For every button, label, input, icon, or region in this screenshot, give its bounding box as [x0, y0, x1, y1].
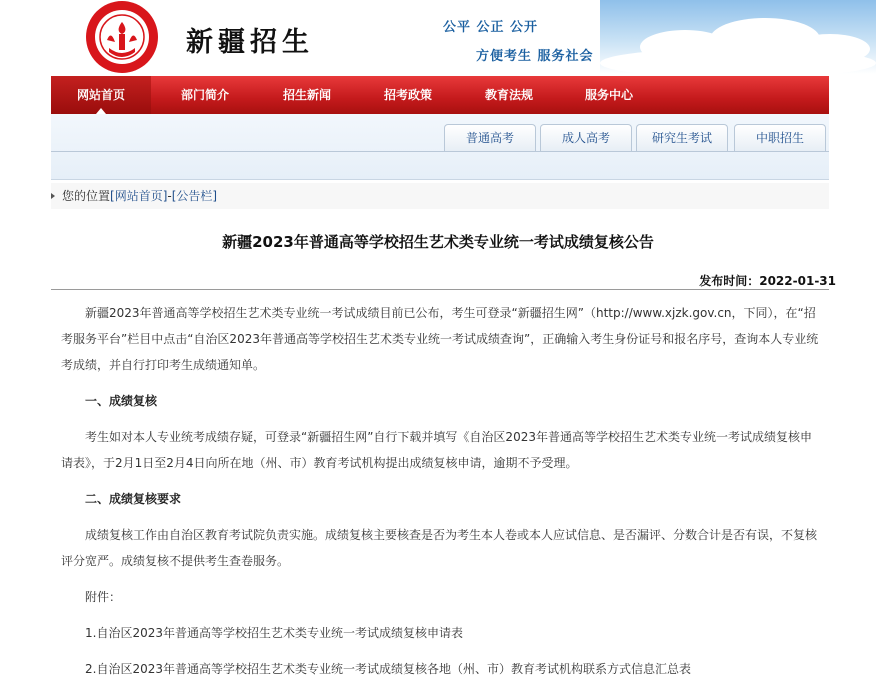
tab-divider [51, 151, 829, 152]
slogan-service: 方便考生 服务社会 [476, 49, 594, 64]
article-body [61, 300, 823, 681]
nav-item-label: 招生新闻 [282, 88, 331, 102]
tab-vocational[interactable]: 中职招生 [734, 124, 826, 151]
breadcrumb-separator: - [167, 189, 172, 203]
nav-item-regulations[interactable] [459, 76, 559, 114]
attachment-link-1[interactable]: 1.自治区2023年普通高等学校招生艺术类专业统一考试成绩复核申请表 [85, 626, 463, 640]
paragraph-review: 考生如对本人专业统考成绩存疑，可登录“新疆招生网”自行下载并填写《自治区2023年普通高等学校招生艺术类专业统一考试成绩复核申请表》，于2月1日至2月4日向所在地（州、市）教育考试机构提出成绩复核申请，逾期不予受理。 [61, 430, 812, 470]
nav-item-label: 服务中心 [584, 88, 633, 102]
paragraph-intro: 新疆2023年普通高等学校招生艺术类专业统一考试成绩目前已公布，考生可登录“新疆招生网”（http://www.xjzk.gov.cn，下同），在“招考服务平台”栏目中点击“自治区2023年普通高等学校招生艺术类专业统一考试成绩查询”，正确输入考生身份证号和报名序号，查询本人专业统考成绩，并自行打印考生成绩通知单。 [61, 306, 819, 372]
publish-date [699, 272, 836, 289]
slogan-fairness: 公平 公正 公开 [443, 20, 539, 35]
nav-item-policy[interactable] [358, 76, 458, 114]
header-sky-banner [600, 0, 876, 74]
nav-item-label: 网站首页 [76, 88, 125, 102]
main-nav [51, 76, 829, 114]
site-header [0, 0, 876, 74]
paragraph-requirements: 成绩复核工作由自治区教育考试院负责实施。成绩复核主要核查是否为考生本人卷或本人应试信息、是否漏评、分数合计是否有误，不复核评分宽严。成绩复核不提供考生查卷服务。 [61, 528, 818, 568]
nav-item-label: 部门简介 [180, 88, 229, 102]
nav-item-department[interactable] [155, 76, 255, 114]
attachment-link-2[interactable]: 2.自治区2023年普通高等学校招生艺术类专业统一考试成绩复核各地（州、市）教育考试机构联系方式信息汇总表 [85, 662, 691, 676]
logo-area[interactable] [51, 0, 341, 74]
breadcrumb-arrow-icon [51, 193, 55, 199]
section-heading-requirements: 二、成绩复核要求 [85, 492, 182, 506]
tab-general-exam[interactable]: 普通高考 [444, 124, 536, 151]
publish-date-value: 2022-01-31 [759, 274, 836, 288]
breadcrumb-section-link[interactable]: [公告栏] [171, 189, 218, 203]
breadcrumb-home-link[interactable]: [网站首页] [110, 189, 168, 203]
tab-graduate-exam[interactable]: 研究生考试 [636, 124, 728, 151]
title-divider [51, 289, 829, 290]
nav-item-home[interactable] [51, 76, 151, 114]
site-name: 新疆招生 [186, 27, 314, 58]
breadcrumb [51, 183, 829, 209]
nav-item-label: 招考政策 [383, 88, 432, 102]
section-heading-review: 一、成绩复核 [85, 394, 158, 408]
breadcrumb-prefix: 您的位置 [62, 189, 111, 203]
breadcrumb-text [62, 183, 217, 209]
tab-adult-exam[interactable]: 成人高考 [540, 124, 632, 151]
article-title: 新疆2023年普通高等学校招生艺术类专业统一考试成绩复核公告 [222, 233, 654, 251]
cloud-shape [600, 48, 876, 78]
nav-item-label: 教育法规 [484, 88, 533, 102]
nav-item-news[interactable] [257, 76, 357, 114]
attachments-label: 附件： [85, 590, 122, 604]
publish-date-label: 发布时间： [699, 274, 760, 288]
site-logo-emblem [85, 0, 159, 74]
exam-category-bar [51, 114, 829, 180]
nav-item-service-center[interactable] [559, 76, 659, 114]
